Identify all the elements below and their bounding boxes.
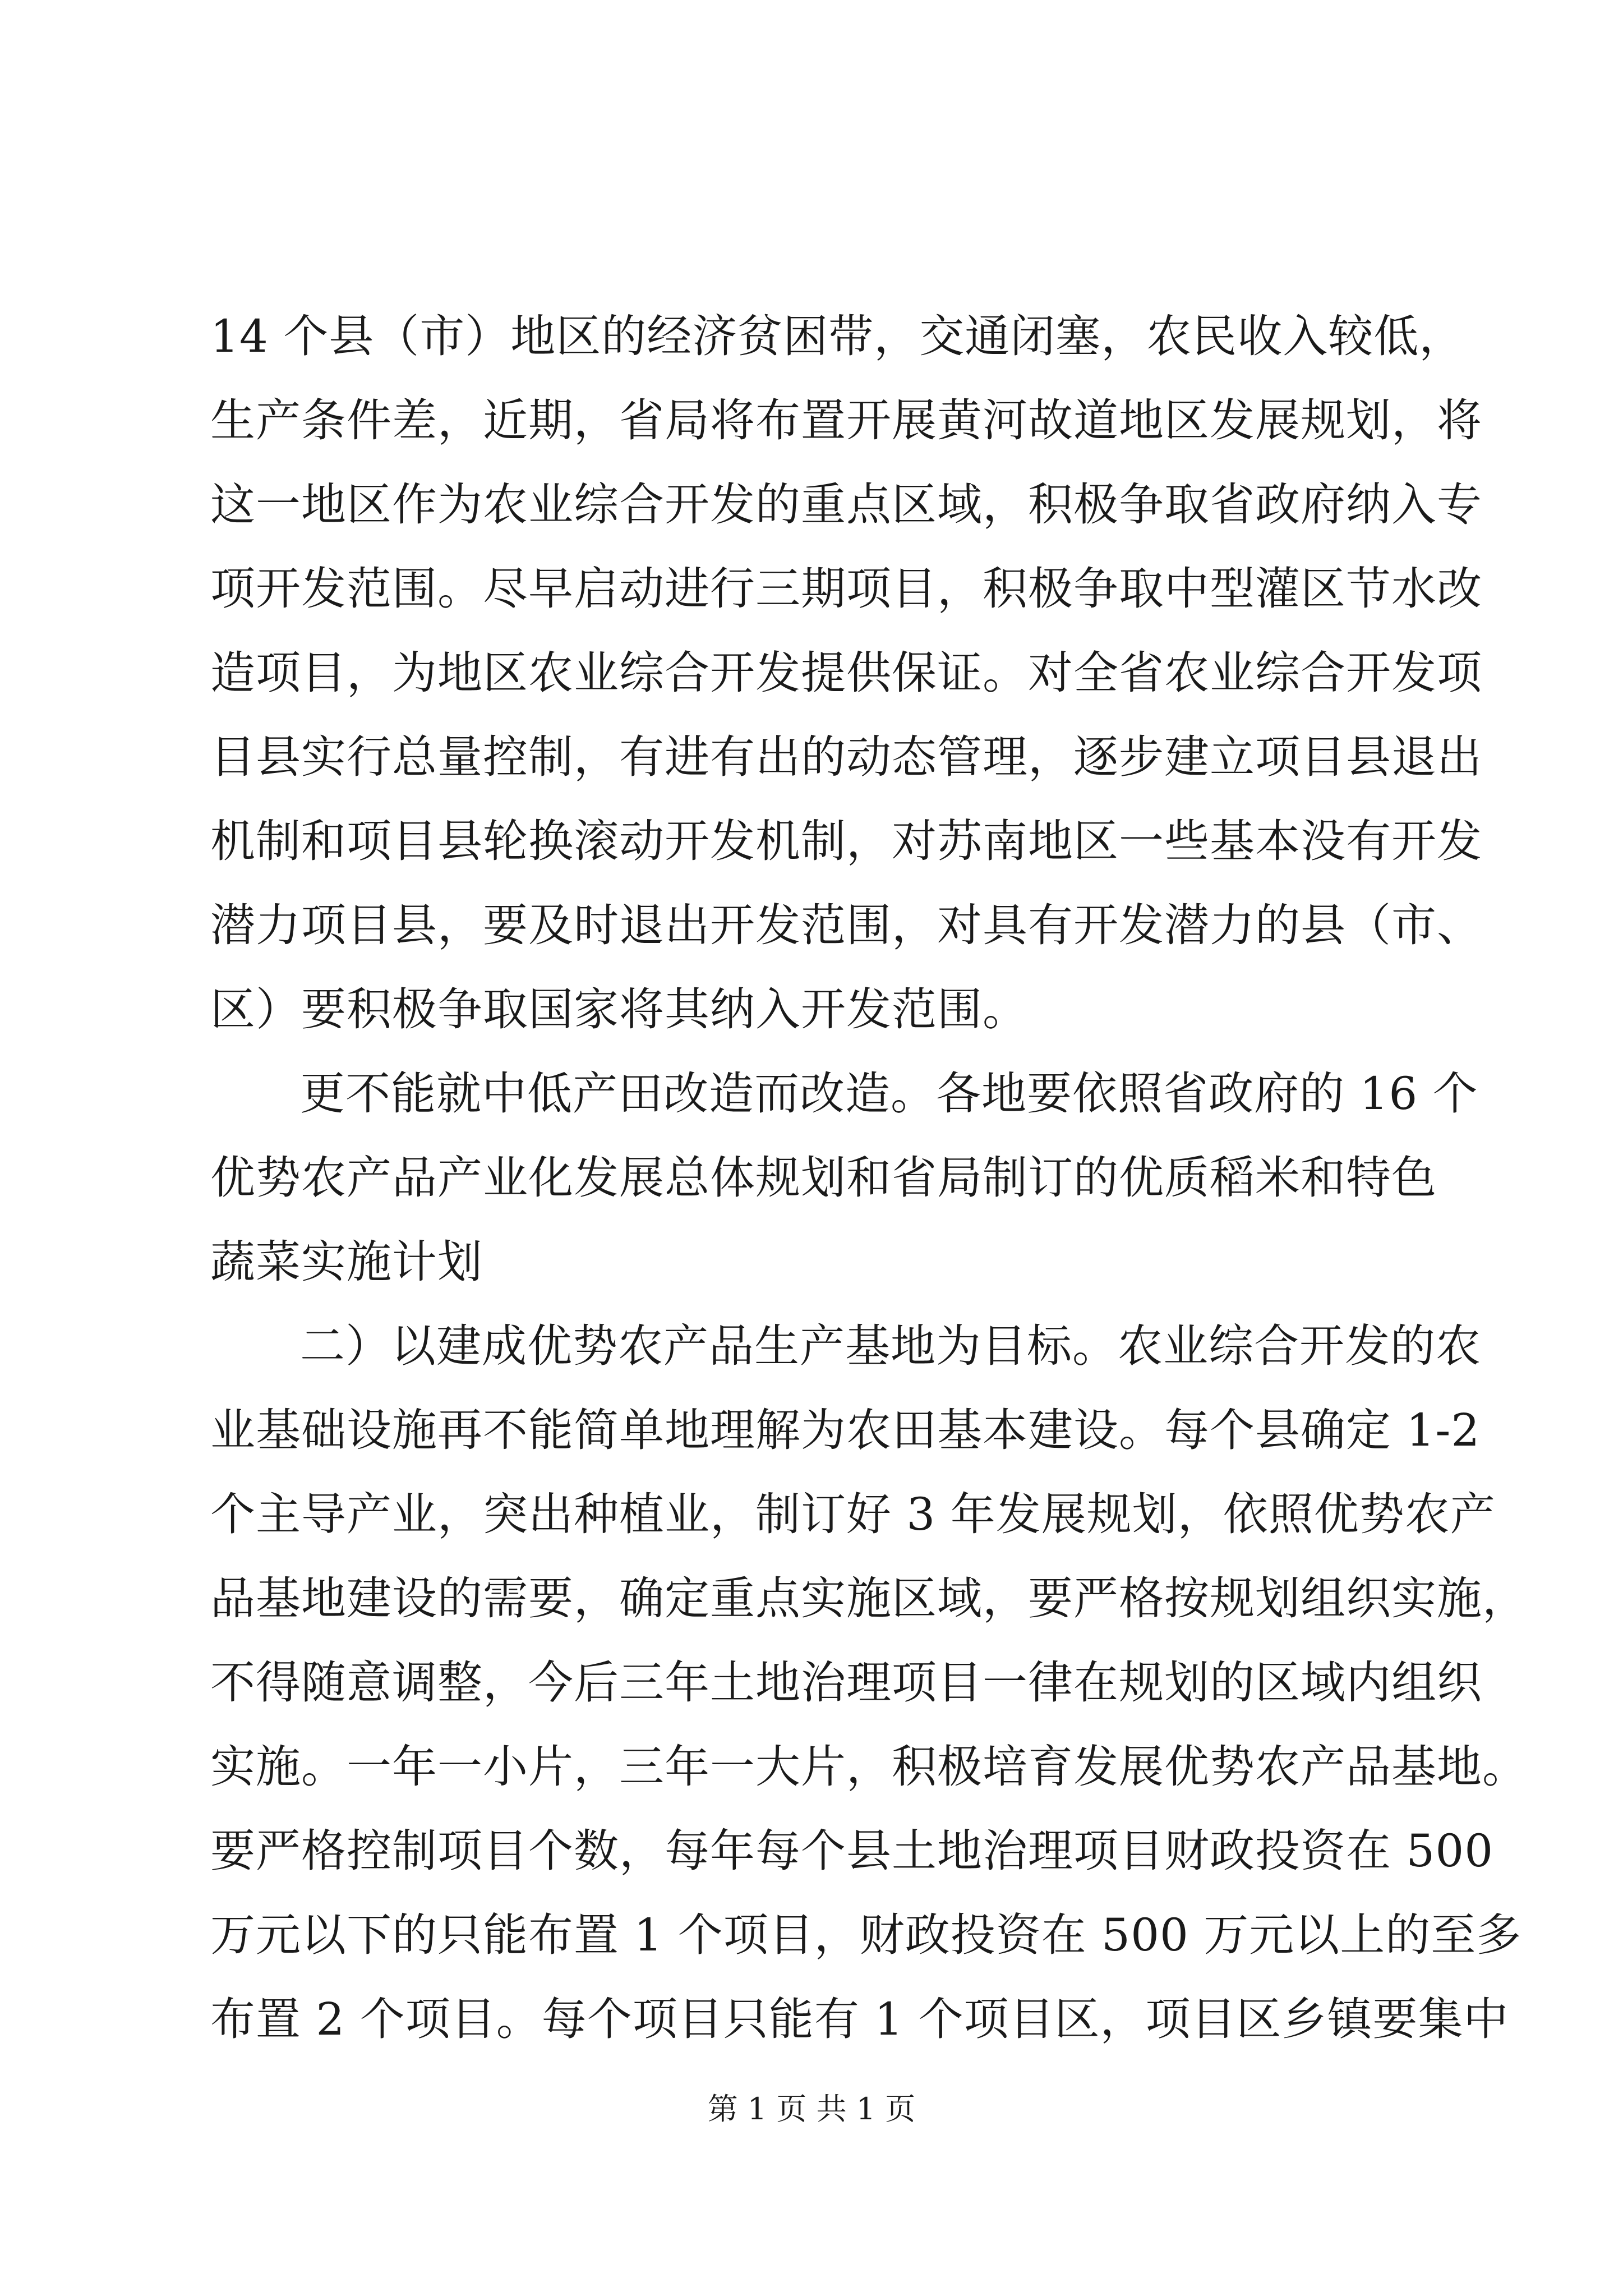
text-line: 布置 2 个项目。每个项目只能有 1 个项目区，项目区乡镇要集中 — [210, 1993, 1509, 2045]
text-line: 生产条件差，近期，省局将布置开展黄河故道地区发展规划，将 — [210, 394, 1482, 447]
text-line: 造项目，为地区农业综合开发提供保证。对全省农业综合开发项 — [210, 647, 1482, 699]
text-line: 这一地区作为农业综合开发的重点区域，积极争取省政府纳入专 — [210, 478, 1482, 531]
text-line: 要严格控制项目个数，每年每个县土地治理项目财政投资在 500 — [210, 1825, 1494, 1877]
paragraph-first-line: 更不能就中低产田改造而改造。各地要依照省政府的 16 个 — [300, 1068, 1478, 1120]
text-line: 不得随意调整，今后三年土地治理项目一律在规划的区域内组织 — [210, 1657, 1482, 1709]
text-line: 优势农产品产业化发展总体规划和省局制订的优质稻米和特色 — [210, 1152, 1437, 1204]
text-line: 蔬菜实施计划 — [210, 1236, 483, 1288]
text-line: 14 个县（市）地区的经济贫困带，交通闭塞，农民收入较低， — [210, 310, 1465, 362]
text-line: 万元以下的只能布置 1 个项目，财政投资在 500 万元以上的至多 — [210, 1909, 1522, 1961]
text-line: 实施。一年一小片，三年一大片，积极培育发展优势农产品基地。 — [210, 1741, 1528, 1793]
text-line: 机制和项目县轮换滚动开发机制，对苏南地区一些基本没有开发 — [210, 815, 1482, 867]
text-line: 目县实行总量控制，有进有出的动态管理，逐步建立项目县退出 — [210, 731, 1482, 783]
page-footer: 第 1 页 共 1 页 — [707, 2091, 916, 2127]
text-line: 项开发范围。尽早启动进行三期项目，积极争取中型灌区节水改 — [210, 563, 1482, 615]
paragraph-first-line: 二）以建成优势农产品生产基地为目标。农业综合开发的农 — [300, 1320, 1481, 1372]
text-line: 个主导产业，突出种植业，制订好 3 年发展规划，依照优势农产 — [210, 1488, 1496, 1540]
text-line: 潜力项目县，要及时退出开发范围，对具有开发潜力的县（市、 — [210, 899, 1482, 951]
text-line: 品基地建设的需要，确定重点实施区域，要严格按规划组织实施， — [210, 1572, 1528, 1625]
text-line: 业基础设施再不能简单地理解为农田基本建设。每个县确定 1-2 — [210, 1404, 1481, 1456]
text-line: 区）要积极争取国家将其纳入开发范围。 — [210, 983, 1028, 1036]
